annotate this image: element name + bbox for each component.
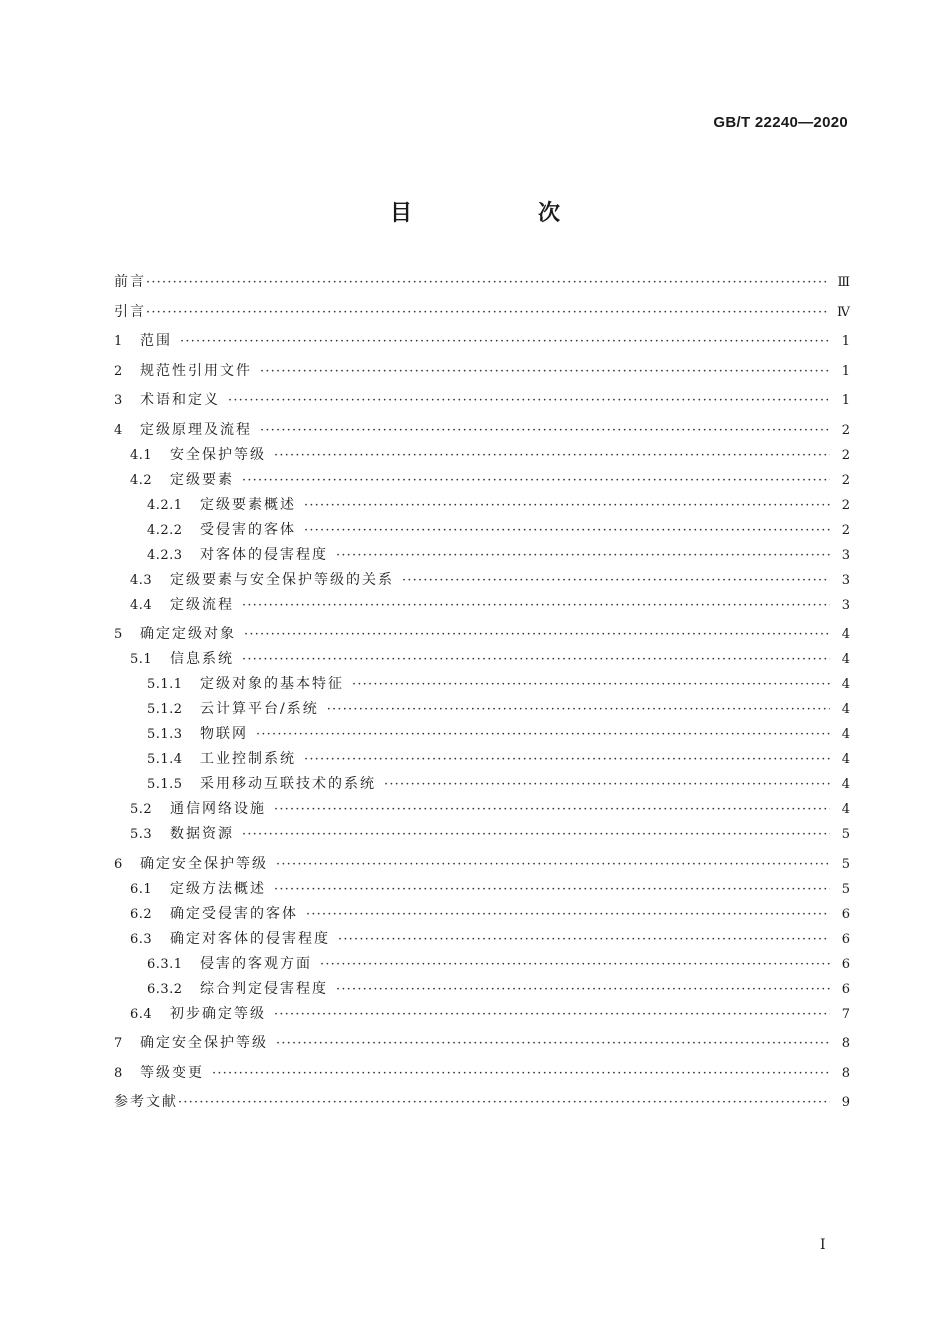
toc-entry-number: 2 — [114, 363, 123, 379]
toc-entry-title: 参考文献 — [114, 1094, 178, 1110]
toc-entry-title: 安全保护等级 — [170, 446, 266, 463]
toc-entry[interactable] — [114, 977, 850, 1002]
toc-entry[interactable] — [114, 468, 850, 493]
toc-entry-number: 4.1 — [130, 447, 153, 463]
toc-entry-number: 4.2.3 — [147, 547, 183, 563]
toc-entry-page: 7 — [841, 1006, 850, 1022]
toc-entry-number: 5.1.4 — [147, 752, 183, 767]
toc-leader-dots — [178, 1090, 830, 1115]
toc-entry[interactable] — [114, 1090, 850, 1115]
toc-entry-page: 1 — [841, 363, 850, 379]
standard-code: GB/T 22240—2020 — [713, 114, 848, 131]
toc-entry-title: 定级要素 — [170, 471, 234, 488]
toc-entry-title: 初步确定等级 — [170, 1005, 266, 1022]
toc-title: 目 次 — [389, 201, 612, 226]
toc-leader-dots — [212, 1061, 830, 1086]
toc-entry-number: 6 — [114, 856, 123, 872]
toc-entry[interactable] — [114, 443, 850, 468]
toc-leader-dots — [304, 493, 830, 518]
toc-entry-page: 4 — [841, 627, 850, 642]
toc-leader-dots — [338, 927, 830, 952]
toc-entry[interactable] — [114, 722, 850, 747]
toc-entry-title: 确定安全保护等级 — [140, 1035, 268, 1051]
toc-leader-dots — [274, 443, 830, 468]
toc-entry-title: 确定定级对象 — [140, 626, 236, 642]
toc-entry-number: 5.1 — [130, 652, 153, 667]
toc-entry-page: 4 — [841, 802, 850, 817]
toc-entry-number: 4.3 — [130, 572, 153, 588]
toc-leader-dots — [146, 270, 829, 295]
toc-entry-title: 等级变更 — [140, 1064, 204, 1081]
toc-entry-title: 确定对客体的侵害程度 — [170, 930, 330, 947]
toc-leader-dots — [242, 593, 830, 618]
toc-entry-number: 1 — [114, 334, 123, 349]
toc-entry-title: 定级方法概述 — [170, 880, 266, 897]
toc-leader-dots — [276, 1031, 830, 1056]
toc-entry-page: 4 — [841, 777, 850, 792]
toc-entry-page: 3 — [841, 572, 850, 588]
toc-entry[interactable] — [114, 568, 850, 593]
toc-entry-title: 定级对象的基本特征 — [200, 676, 344, 692]
toc-entry-title: 规范性引用文件 — [140, 362, 252, 379]
toc-leader-dots — [402, 568, 830, 593]
toc-leader-dots — [320, 952, 830, 977]
toc-leader-dots — [242, 822, 830, 847]
toc-entry[interactable] — [114, 877, 850, 902]
toc-entry-page: 8 — [841, 1036, 850, 1051]
toc-entry-page: 6 — [841, 906, 850, 922]
toc-entry-title: 前言 — [114, 274, 146, 290]
toc-entry-page: 4 — [841, 677, 850, 692]
toc-entry-title: 云计算平台/系统 — [200, 701, 319, 717]
toc-entry-title: 工业控制系统 — [200, 751, 296, 767]
toc-entry-page: 4 — [841, 702, 850, 717]
toc-leader-dots — [274, 1002, 830, 1027]
toc-entry-title: 受侵害的客体 — [200, 521, 296, 538]
toc-entry-page: 2 — [841, 497, 850, 513]
page-folio: Ⅰ — [820, 1237, 826, 1253]
toc-entry[interactable] — [114, 388, 850, 413]
toc-entry-page: 6 — [841, 981, 850, 997]
toc-entry-number: 6.4 — [130, 1006, 153, 1022]
toc-leader-dots — [242, 468, 830, 493]
toc-entry-title: 定级流程 — [170, 596, 234, 613]
toc-entry-number: 5.1.5 — [147, 777, 183, 792]
toc-entry-number: 3 — [114, 393, 123, 408]
toc-entry-title: 侵害的客观方面 — [200, 955, 312, 972]
toc-leader-dots — [244, 622, 830, 647]
table-of-contents — [114, 270, 850, 1115]
toc-leader-dots — [304, 518, 830, 543]
toc-entry-title: 物联网 — [200, 726, 248, 742]
toc-entry-title: 采用移动互联技术的系统 — [200, 776, 376, 792]
toc-entry-page: Ⅳ — [837, 304, 850, 320]
toc-entry-page: 5 — [841, 881, 850, 897]
toc-entry[interactable] — [114, 518, 850, 543]
toc-entry[interactable] — [114, 647, 850, 672]
toc-entry-number: 5.1.3 — [147, 727, 183, 742]
toc-leader-dots — [260, 359, 830, 384]
toc-entry-number: 6.3.1 — [147, 956, 183, 972]
toc-entry[interactable] — [114, 1061, 850, 1086]
toc-entry-title: 确定安全保护等级 — [140, 855, 268, 872]
toc-leader-dots — [228, 388, 830, 413]
toc-leader-dots — [274, 877, 830, 902]
toc-entry-page: 2 — [841, 447, 850, 463]
toc-entry-page: 1 — [841, 393, 850, 408]
toc-entry-title: 通信网络设施 — [170, 801, 266, 817]
toc-leader-dots — [336, 543, 830, 568]
toc-entry-page: Ⅲ — [837, 275, 850, 290]
toc-entry-number: 6.3.2 — [147, 981, 183, 997]
toc-entry-number: 6.2 — [130, 906, 153, 922]
toc-entry[interactable] — [114, 329, 850, 354]
toc-entry[interactable] — [114, 270, 850, 295]
toc-entry[interactable] — [114, 622, 850, 647]
toc-entry-title: 术语和定义 — [140, 392, 220, 408]
toc-entry-number: 5.1.2 — [147, 702, 183, 717]
toc-entry-title: 确定受侵害的客体 — [170, 905, 298, 922]
toc-entry[interactable] — [114, 852, 850, 877]
toc-leader-dots — [274, 797, 830, 822]
toc-entry[interactable] — [114, 927, 850, 952]
toc-entry[interactable] — [114, 747, 850, 772]
toc-entry-page: 2 — [841, 522, 850, 538]
toc-entry[interactable] — [114, 493, 850, 518]
toc-entry-title: 定级要素概述 — [200, 496, 296, 513]
toc-entry[interactable] — [114, 772, 850, 797]
toc-entry-page: 3 — [841, 597, 850, 613]
toc-entry-number: 5 — [114, 627, 123, 642]
toc-entry-page: 6 — [841, 956, 850, 972]
toc-entry-page: 3 — [841, 547, 850, 563]
toc-entry-title: 数据资源 — [170, 826, 234, 842]
toc-leader-dots — [242, 647, 830, 672]
toc-leader-dots — [146, 300, 829, 325]
toc-entry-page: 4 — [841, 652, 850, 667]
toc-entry[interactable] — [114, 300, 850, 325]
toc-entry-title: 对客体的侵害程度 — [200, 546, 328, 563]
toc-entry-number: 4.2 — [130, 472, 153, 488]
toc-entry[interactable] — [114, 952, 850, 977]
toc-entry-page: 5 — [841, 827, 850, 842]
toc-leader-dots — [304, 747, 830, 772]
toc-entry-number: 5.2 — [130, 802, 153, 817]
toc-entry-page: 5 — [841, 856, 850, 872]
toc-entry-title: 定级要素与安全保护等级的关系 — [170, 571, 394, 588]
toc-entry[interactable] — [114, 359, 850, 384]
toc-entry-number: 4.2.2 — [147, 522, 183, 538]
toc-leader-dots — [260, 418, 830, 443]
toc-entry-number: 5.1.1 — [147, 677, 183, 692]
toc-entry[interactable] — [114, 1031, 850, 1056]
toc-entry[interactable] — [114, 593, 850, 618]
toc-entry[interactable] — [114, 543, 850, 568]
toc-entry-title: 信息系统 — [170, 651, 234, 667]
toc-entry-title: 定级原理及流程 — [140, 421, 252, 438]
toc-entry[interactable] — [114, 1002, 850, 1027]
toc-leader-dots — [384, 772, 830, 797]
toc-entry-page: 4 — [841, 752, 850, 767]
toc-entry-number: 4.2.1 — [147, 497, 183, 513]
toc-entry[interactable] — [114, 697, 850, 722]
toc-entry-title: 范围 — [140, 333, 172, 349]
toc-entry-title: 引言 — [114, 303, 146, 320]
toc-entry-page: 4 — [841, 727, 850, 742]
toc-entry[interactable] — [114, 672, 850, 697]
toc-leader-dots — [336, 977, 830, 1002]
toc-entry-number: 5.3 — [130, 827, 153, 842]
toc-entry-page: 2 — [841, 422, 850, 438]
toc-entry-number: 7 — [114, 1036, 123, 1051]
toc-leader-dots — [276, 852, 830, 877]
toc-entry-number: 6.1 — [130, 881, 153, 897]
toc-entry-number: 4 — [114, 422, 123, 438]
toc-leader-dots — [180, 329, 830, 354]
toc-entry-number: 4.4 — [130, 597, 153, 613]
toc-entry[interactable] — [114, 822, 850, 847]
toc-entry[interactable] — [114, 797, 850, 822]
toc-leader-dots — [327, 697, 830, 722]
toc-entry-page: 9 — [841, 1095, 850, 1110]
toc-entry-page: 1 — [841, 334, 850, 349]
toc-entry-title: 综合判定侵害程度 — [200, 980, 328, 997]
toc-entry-number: 6.3 — [130, 931, 153, 947]
toc-entry-page: 6 — [841, 931, 850, 947]
toc-leader-dots — [352, 672, 830, 697]
toc-leader-dots — [256, 722, 830, 747]
toc-entry[interactable] — [114, 418, 850, 443]
toc-entry[interactable] — [114, 902, 850, 927]
toc-entry-number: 8 — [114, 1065, 123, 1081]
toc-leader-dots — [306, 902, 830, 927]
toc-entry-page: 8 — [841, 1065, 850, 1081]
toc-entry-page: 2 — [841, 472, 850, 488]
